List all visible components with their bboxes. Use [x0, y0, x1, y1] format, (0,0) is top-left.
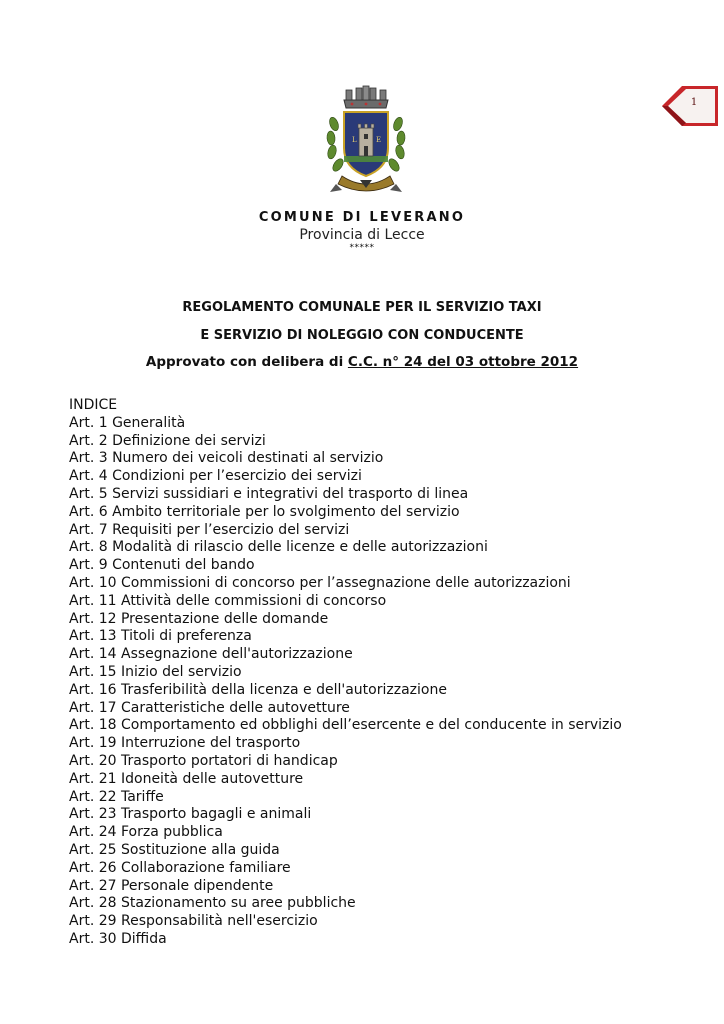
- approval-prefix: Approvato con delibera di: [145, 354, 348, 370]
- index-item: Art. 21 Idoneità delle autovetture: [69, 770, 304, 787]
- index-item: Art. 5 Servizi sussidiari e integrativi del trasporto di linea: [69, 485, 469, 502]
- municipality-header: [0, 210, 724, 253]
- approval-reference: C.C. n° 24 del 03 ottobre 2012: [347, 354, 579, 370]
- separator-stars: *****: [349, 243, 375, 253]
- tower-icon: [358, 124, 374, 156]
- index-item: Art. 15 Inizio del servizio: [69, 663, 242, 680]
- municipality-name: COMUNE DI LEVERANO: [258, 210, 466, 225]
- index-item: Art. 14 Assegnazione dell'autorizzazione: [69, 646, 353, 663]
- index-item: Art. 29 Responsabilità nell'esercizio: [69, 913, 318, 930]
- index-item: Art. 22 Tariffe: [69, 788, 164, 805]
- crest-letter-e: E: [376, 136, 382, 144]
- index-item: Art. 6 Ambito territoriale per lo svolgimento del servizio: [69, 503, 460, 520]
- index-item: Art. 3 Numero dei veicoli destinati al servizio: [69, 450, 384, 467]
- municipal-crest: [322, 84, 410, 196]
- index-item: Art. 27 Personale dipendente: [69, 877, 274, 894]
- index-item: Art. 24 Forza pubblica: [69, 824, 223, 841]
- page-number: 1: [690, 97, 698, 108]
- index-heading: INDICE: [69, 397, 118, 413]
- index-item: Art. 25 Sostituzione alla guida: [69, 841, 280, 858]
- index-item: Art. 4 Condizioni per l’esercizio dei servizi: [69, 468, 362, 485]
- index-item: Art. 28 Stazionamento su aree pubbliche: [69, 895, 356, 912]
- table-of-contents: [69, 397, 709, 949]
- index-item: Art. 13 Titoli di preferenza: [69, 628, 252, 645]
- index-item: Art. 30 Diffida: [69, 930, 167, 947]
- index-item: Art. 1 Generalità: [69, 414, 186, 431]
- index-item: Art. 18 Comportamento ed obblighi dell’esercente e del conducente in servizio: [69, 717, 622, 734]
- title-line-2: E SERVIZIO DI NOLEGGIO CON CONDUCENTE: [200, 328, 524, 343]
- province-name: Provincia di Lecce: [299, 227, 425, 243]
- index-item: Art. 16 Trasferibilità della licenza e dell'autorizzazione: [69, 681, 447, 698]
- crest-letter-l: L: [352, 136, 357, 144]
- crown-icon: [344, 86, 388, 108]
- title-line-1: REGOLAMENTO COMUNALE PER IL SERVIZIO TAXI: [182, 300, 542, 315]
- index-item: Art. 12 Presentazione delle domande: [69, 610, 329, 627]
- approval-note: [0, 354, 724, 370]
- index-item: Art. 8 Modalità di rilascio delle licenze e delle autorizzazioni: [69, 539, 488, 556]
- ribbon-icon: [330, 176, 402, 192]
- index-item: Art. 9 Contenuti del bando: [69, 557, 255, 574]
- index-item: Art. 23 Trasporto bagagli e animali: [69, 806, 312, 823]
- index-item: Art. 26 Collaborazione familiare: [69, 859, 291, 876]
- index-item: Art. 20 Trasporto portatori di handicap: [69, 752, 338, 769]
- index-list: [69, 415, 709, 949]
- index-item: Art. 10 Commissioni di concorso per l’assegnazione delle autorizzazioni: [69, 574, 571, 591]
- page-number-tab: [662, 86, 718, 126]
- index-item: Art. 2 Definizione dei servizi: [69, 432, 266, 449]
- index-item: Art. 19 Interruzione del trasporto: [69, 735, 301, 752]
- index-item: Art. 11 Attività delle commissioni di concorso: [69, 592, 387, 609]
- index-item: Art. 7 Requisiti per l’esercizio del servizi: [69, 521, 350, 538]
- index-item: Art. 17 Caratteristiche delle autovetture: [69, 699, 350, 716]
- document-title: [0, 294, 724, 350]
